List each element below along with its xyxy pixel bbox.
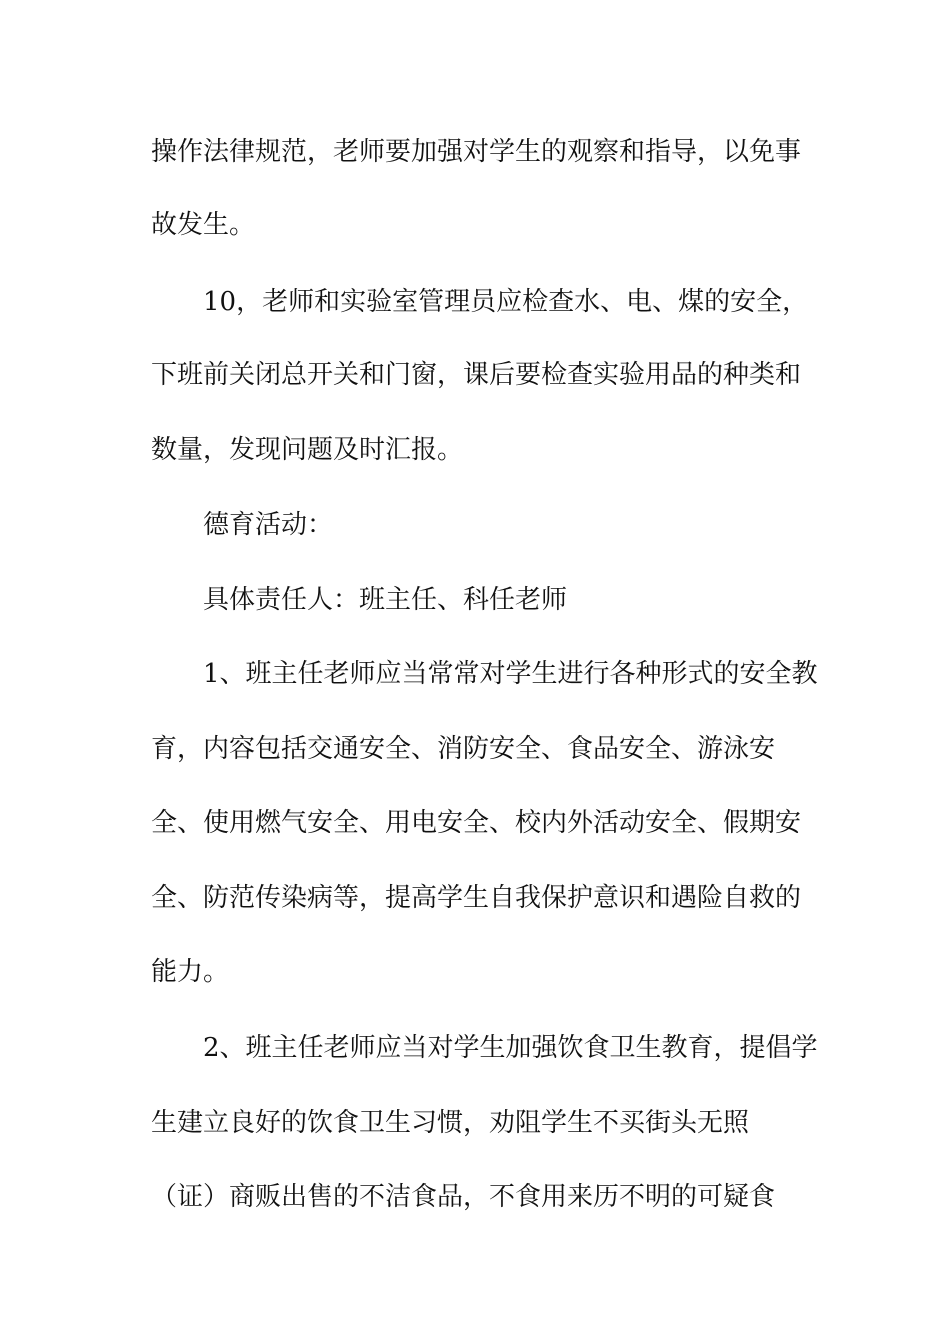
text-line: 10，老师和实验室管理员应检查水、电、煤的安全， bbox=[203, 287, 809, 317]
text-line: 能力。 bbox=[151, 957, 230, 987]
text-line: 全、使用燃气安全、用电安全、校内外活动安全、假期安 bbox=[151, 808, 802, 838]
text-line: （证）商贩出售的不洁食品，不食用来历不明的可疑食 bbox=[151, 1182, 776, 1212]
text-line: 2、班主任老师应当对学生加强饮食卫生教育，提倡学 bbox=[203, 1033, 818, 1063]
text-line: 数量，发现问题及时汇报。 bbox=[151, 435, 464, 465]
section-heading: 德育活动： bbox=[203, 510, 334, 540]
text-line: 操作法律规范，老师要加强对学生的观察和指导，以免事 bbox=[151, 137, 802, 167]
text-line: 具体责任人：班主任、科任老师 bbox=[203, 585, 568, 615]
text-line: 1、班主任老师应当常常对学生进行各种形式的安全教 bbox=[203, 659, 818, 689]
text-line: 全、防范传染病等，提高学生自我保护意识和遇险自救的 bbox=[151, 883, 802, 913]
text-line: 故发生。 bbox=[151, 210, 256, 240]
text-line: 育，内容包括交通安全、消防安全、食品安全、游泳安 bbox=[151, 734, 776, 764]
text-line: 生建立良好的饮食卫生习惯，劝阻学生不买街头无照 bbox=[151, 1108, 750, 1138]
text-line: 下班前关闭总开关和门窗，课后要检查实验用品的种类和 bbox=[151, 360, 802, 390]
